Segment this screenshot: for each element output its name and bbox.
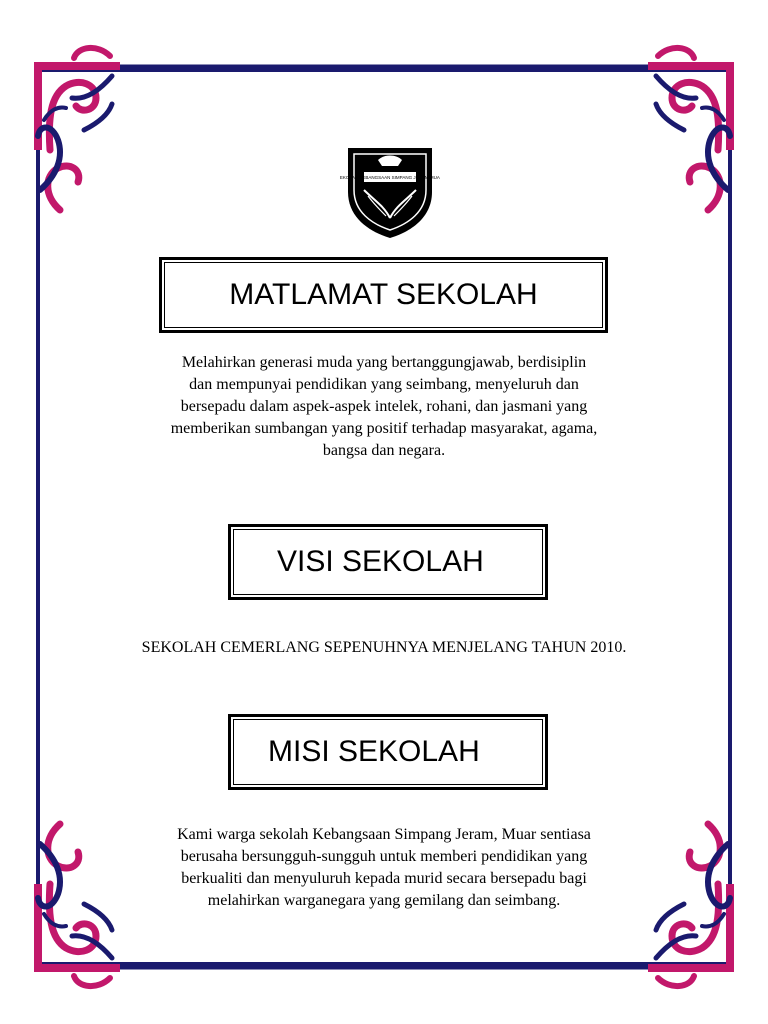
crest-icon	[340, 134, 440, 240]
paragraph-line: berusaha bersungguh-sungguh untuk memberi pendidikan yang	[180, 848, 588, 865]
paragraph-line: Kami warga sekolah Kebangsaan Simpang Jeram, Muar sentiasa	[177, 826, 591, 843]
paragraph-line: berkualiti dan menyuluruh kepada murid secara bersepadu bagi	[181, 870, 587, 887]
matlamat-paragraph	[114, 352, 654, 462]
school-crest-logo	[340, 134, 440, 240]
paragraph-line: memberikan sumbangan yang positif terhadap masyarakat, agama,	[170, 420, 598, 437]
paragraph-line: SEKOLAH CEMERLANG SEPENUHNYA MENJELANG TAHUN 2010.	[141, 639, 627, 656]
matlamat-heading-box	[159, 257, 608, 333]
visi-paragraph	[60, 637, 708, 659]
misi-paragraph	[114, 824, 654, 912]
paragraph-line: Melahirkan generasi muda yang bertanggungjawab, berdisiplin	[181, 354, 587, 371]
misi-heading-box	[228, 714, 548, 790]
visi-heading-box	[228, 524, 548, 600]
crest-text: SEKOLAH KEBANGSAAN SIMPANG JERAM MUAR	[340, 175, 440, 180]
paragraph-line: bersepadu dalam aspek-aspek intelek, rohani, dan jasmani yang	[180, 398, 588, 415]
paragraph-line: bangsa dan negara.	[322, 442, 446, 459]
visi-heading: VISI SEKOLAH	[277, 545, 484, 578]
misi-heading: MISI SEKOLAH	[268, 735, 480, 768]
paragraph-line: melahirkan warganegara yang gemilang dan seimbang.	[207, 892, 561, 909]
paragraph-line: dan mempunyai pendidikan yang seimbang, menyeluruh dan	[189, 376, 579, 393]
matlamat-heading: MATLAMAT SEKOLAH	[229, 278, 538, 311]
